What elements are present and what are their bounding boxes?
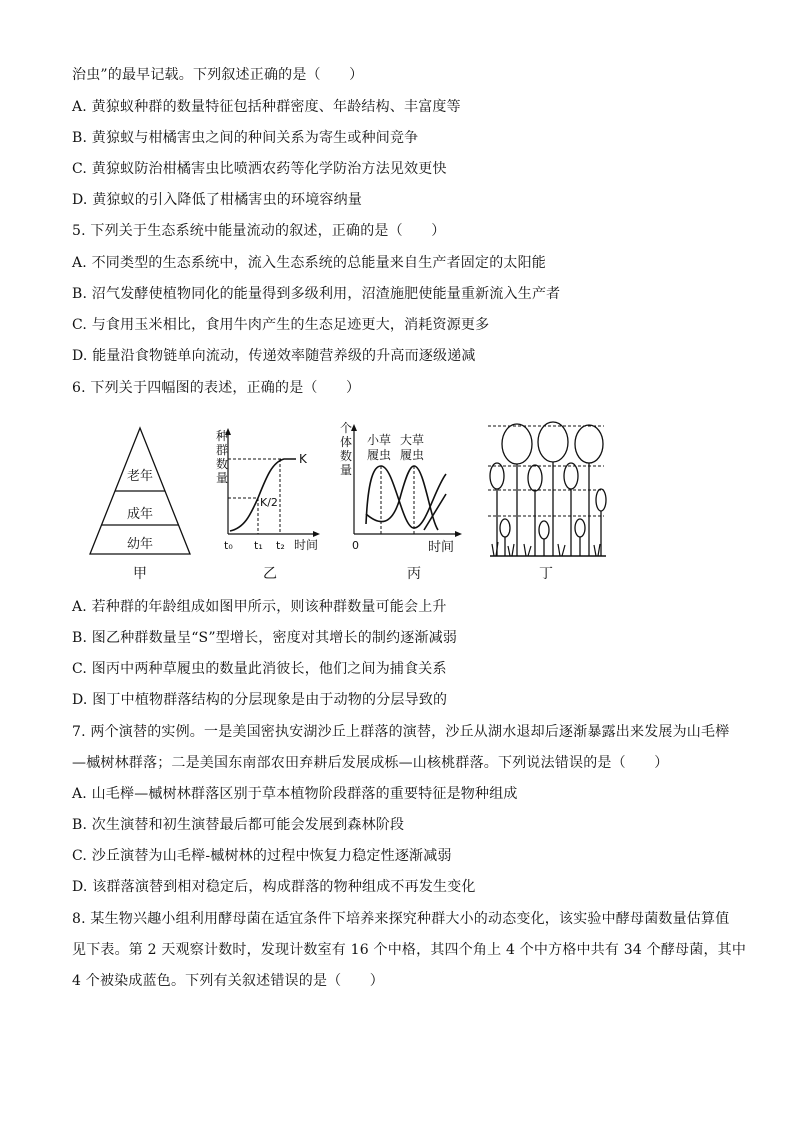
- yi-s-curve: [230, 459, 296, 531]
- q5-option-d: D. 能量沿食物链单向流动，传递效率随营养级的升高而逐级递减: [72, 348, 476, 364]
- q4-option-c: C. 黄猄蚁防治柑橘害虫比喷洒农药等化学防治方法见效更快: [72, 161, 447, 177]
- q7-stem-line-1: 7. 两个演替的实例。一是美国密执安湖沙丘上群落的演替，沙丘从湖水退却后逐渐暴露出来发展为山毛榉: [72, 724, 730, 740]
- ding-trees: [490, 422, 606, 556]
- bing-label-small: 小草: [367, 433, 392, 447]
- ding-tree-crown-1: [502, 424, 532, 464]
- yi-tick-t1: t₁: [254, 539, 263, 552]
- yi-x-label: 时间: [294, 538, 319, 552]
- bing-label-large: 大草: [400, 433, 425, 447]
- figure-ding: [488, 422, 606, 582]
- q7-option-a: A. 山毛榉—槭树林群落区别于草本植物阶段群落的重要特征是物种组成: [72, 786, 518, 802]
- q8-stem-line-2: 见下表。第 2 天观察计数时，发现计数室有 16 个中格，其四个角上 4 个中方格中共有 34 个酵母菌，其中: [72, 942, 747, 958]
- bing-ylabel-3: 数: [340, 449, 353, 463]
- bing-label-large-2: 履虫: [400, 448, 425, 462]
- q7-option-b: B. 次生演替和初生演替最后都可能会发展到森林阶段: [72, 817, 405, 833]
- ding-grass: [492, 542, 600, 556]
- q6-option-b: B. 图乙种群数量呈“S”型增长，密度对其增长的制约逐渐减弱: [72, 630, 458, 646]
- pyramid-label-old: 老年: [126, 469, 154, 484]
- q6-stem: 6. 下列关于四幅图的表述，正确的是（ ）: [72, 380, 361, 396]
- bing-ylabel-4: 量: [340, 463, 353, 477]
- yi-k-label: K: [299, 452, 307, 466]
- yi-tick-t0: t₀: [224, 539, 233, 552]
- q6-option-d: D. 图丁中植物群落结构的分层现象是由于动物的分层导致的: [72, 692, 448, 708]
- bing-x-label: 时间: [428, 540, 455, 555]
- yi-ylabel-1: 种: [216, 429, 229, 443]
- bing-origin: 0: [352, 539, 359, 552]
- ding-tree-crown-3: [575, 425, 603, 463]
- pyramid-label-adult: 成年: [126, 507, 154, 522]
- q6-option-c: C. 图丙中两种草履虫的数量此消彼长，他们之间为捕食关系: [72, 661, 447, 677]
- yi-ylabel-4: 量: [216, 471, 229, 485]
- bing-curve-large: [366, 466, 438, 530]
- q6-option-a: A. 若种群的年龄组成如图甲所示，则该种群数量可能会上升: [72, 599, 447, 615]
- q7-option-c: C. 沙丘演替为山毛榉-槭树林的过程中恢复力稳定性逐渐减弱: [72, 848, 452, 864]
- q4-option-a: A. 黄猄蚁种群的数量特征包括种群密度、年龄结构、丰富度等: [72, 99, 461, 115]
- q5-option-c: C. 与食用玉米相比，食用牛肉产生的生态足迹更大，消耗资源更多: [72, 317, 490, 333]
- caption-ding: 丁: [539, 566, 553, 582]
- figure-jia: [90, 428, 190, 582]
- yi-x-arrow: [313, 531, 320, 537]
- ding-grass-blades: [492, 542, 600, 556]
- q4-option-b: B. 黄猄蚁与柑橘害虫之间的种间关系为寄生或种间竞争: [72, 130, 419, 146]
- bing-label-small-2: 履虫: [367, 448, 392, 462]
- caption-yi: 乙: [263, 566, 277, 582]
- q5-stem: 5. 下列关于生态系统中能量流动的叙述，正确的是（ ）: [72, 223, 446, 239]
- ding-herb-2: [539, 521, 549, 539]
- yi-tick-t2: t₂: [276, 539, 285, 552]
- q4-option-d: D. 黄猄蚁的引入降低了柑橘害虫的环境容纳量: [72, 192, 363, 208]
- caption-bing: 丙: [407, 566, 421, 582]
- yi-ylabel-3: 数: [216, 457, 229, 471]
- pyramid-label-young: 幼年: [126, 537, 154, 552]
- ding-herb-1: [500, 519, 510, 537]
- bing-y-label: [340, 421, 352, 477]
- ding-shrub-3: [564, 463, 578, 489]
- bing-ylabel-2: 体: [340, 435, 353, 449]
- caption-jia: 甲: [133, 566, 147, 582]
- ding-tree-crown-2: [538, 422, 568, 462]
- ding-shrub-4: [596, 489, 606, 511]
- q5-option-b: B. 沼气发酵使植物同化的能量得到多级利用，沼渣施肥使能量重新流入生产者: [72, 286, 561, 302]
- q8-stem-line-3: 4 个被染成蓝色。下列有关叙述错误的是（ ）: [72, 973, 384, 989]
- ding-herb-3: [575, 519, 585, 537]
- figure-bing: [340, 421, 462, 582]
- yi-y-label: [216, 429, 228, 485]
- bing-ylabel-1: 个: [340, 421, 353, 435]
- q7-stem-line-2: —槭树林群落；二是美国东南部农田弃耕后发展成栎—山核桃群落。下列说法错误的是（ ）: [72, 755, 669, 771]
- q8-stem-line-1: 8. 某生物兴趣小组利用酵母菌在适宜条件下培养来探究种群大小的动态变化，该实验中酵母菌数量估算值: [72, 911, 730, 927]
- figure-yi: [216, 428, 320, 582]
- q7-option-d: D. 该群落演替到相对稳定后，构成群落的物种组成不再发生变化: [72, 879, 476, 895]
- q4-stem: 治虫”的最早记载。下列叙述正确的是（ ）: [72, 67, 364, 83]
- q6-figures: [84, 418, 624, 584]
- bing-x-arrow: [455, 531, 462, 537]
- yi-ylabel-2: 群: [216, 443, 229, 457]
- ding-shrub-2: [528, 465, 542, 491]
- ding-shrub-1: [490, 463, 504, 489]
- q5-option-a: A. 不同类型的生态系统中，流入生态系统的总能量来自生产者固定的太阳能: [72, 255, 547, 271]
- yi-khalf-label: K/2: [260, 496, 278, 509]
